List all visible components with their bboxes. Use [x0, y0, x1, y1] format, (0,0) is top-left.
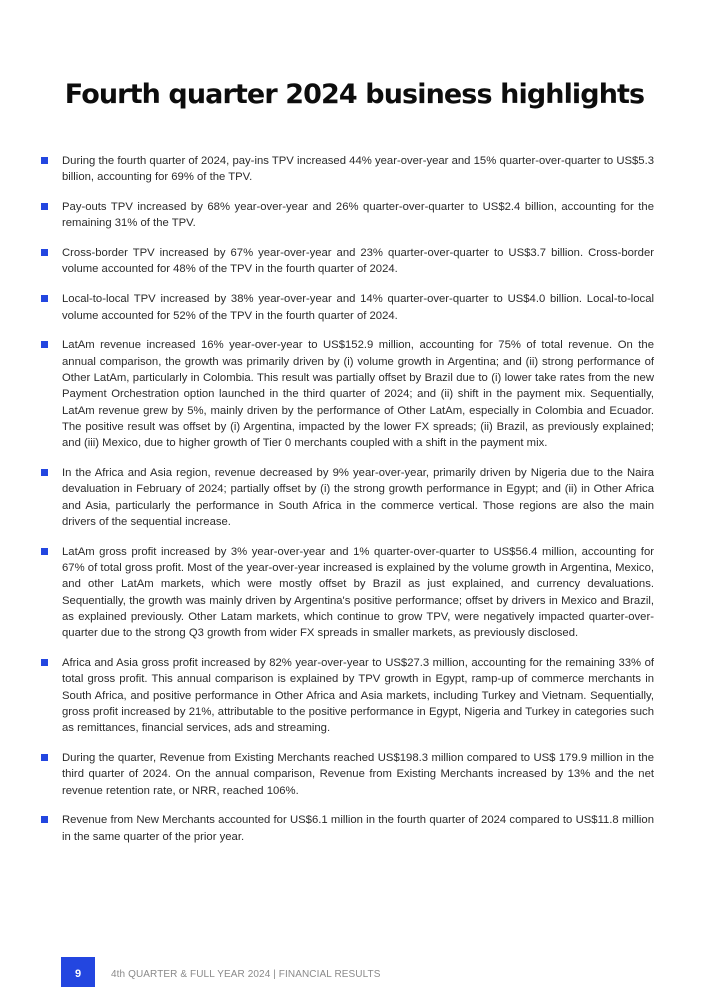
highlight-text: Cross-border TPV increased by 67% year-over-year and 23% quarter-over-quarter to US$3.7 billion. Cross-border volume accounted for 48% of the TPV in the fourth quarter of 2024. [62, 247, 654, 276]
square-bullet-icon [41, 203, 48, 210]
highlights-list [40, 153, 654, 858]
highlight-text: Local-to-local TPV increased by 38% year-over-year and 14% quarter-over-quarter to US$4.0 billion. Local-to-local volume accounted for 52% of the TPV in the fourth quarter of 2024. [62, 293, 654, 322]
highlight-text: During the quarter, Revenue from Existing Merchants reached US$198.3 million compared to US$ 179.9 million in the third quarter of 2024. On the annual comparison, Revenue from Existing Merchants increased by 13% and the net revenue retention rate, or NRR, reached 106%. [62, 751, 654, 797]
highlight-item [40, 812, 654, 845]
highlight-text: Africa and Asia gross profit increased by 82% year-over-year to US$27.3 million, accounting for the remaining 33% of total gross profit. This annual comparison is explained by TPV growth in Egypt, ramp-up of commerce merchants in South Africa, and positive performance in Other Africa and Asia markets, including Turkey and Vietnam. Sequentially, gross profit increased by 21%, attributable to the positive performance in Egypt, Nigeria and Turkey in categories such as remittances, financial services, ads and streaming. [62, 656, 654, 735]
highlight-text: During the fourth quarter of 2024, pay-ins TPV increased 44% year-over-year and 15% quarter-over-quarter to US$5.3 billion, accounting for 69% of the TPV. [62, 155, 654, 184]
highlight-item [40, 199, 654, 232]
highlight-text: In the Africa and Asia region, revenue decreased by 9% year-over-year, primarily driven by Nigeria due to the Naira devaluation in February of 2024; partially offset by (i) the strong growth performance in Egypt; and (ii) in Other Africa and Asia, particularly the performance in South Africa in the commerce vertical. Those regions are also the main drivers of the sequential increase. [62, 466, 654, 528]
square-bullet-icon [41, 295, 48, 302]
highlight-item [40, 291, 654, 324]
square-bullet-icon [41, 548, 48, 555]
highlight-item [40, 245, 654, 278]
square-bullet-icon [41, 754, 48, 761]
highlight-item [40, 153, 654, 186]
highlight-text: LatAm gross profit increased by 3% year-over-year and 1% quarter-over-quarter to US$56.4 million, accounting for 67% of total gross profit. Most of the year-over-year increased is explained by the volume growth in Argentina, Mexico, and other LatAm markets, which were mostly offset by Brazil as just explained, and currency devaluations. Sequentially, the growth was mainly driven by Argentina's positive performance; offset by drivers in Mexico and Brazil, as explained previously. Other Latam markets, which continue to grow TPV, were negatively impacted quarter-over-quarter due to the strong Q3 growth from wider FX spreads in smaller markets, as previously disclosed. [62, 545, 654, 640]
highlight-item [40, 337, 654, 451]
square-bullet-icon [41, 249, 48, 256]
square-bullet-icon [41, 157, 48, 164]
page-number: 9 [61, 957, 95, 987]
square-bullet-icon [41, 341, 48, 348]
highlight-text: LatAm revenue increased 16% year-over-year to US$152.9 million, accounting for 75% of total revenue. On the annual comparison, the growth was primarily driven by (i) volume growth in Argentina; and (ii) strong performance of Other LatAm, particularly in Colombia. This result was partially offset by Brazil due to (i) lower take rates from the new Payment Orchestration option launched in the third quarter of 2024; and (ii) shift in the payment mix. Sequentially, LatAm revenue grew by 5%, mainly driven by the performance of Other LatAm, especially in Colombia and Ecuador. The positive result was offset by (i) Argentina, impacted by the lower FX spreads; (ii) Brazil, as previously explained; and (iii) Mexico, due to higher growth of Tier 0 merchants coupled with a shift in the payment mix. [62, 339, 654, 450]
highlight-text: Revenue from New Merchants accounted for US$6.1 million in the fourth quarter of 2024 compared to US$11.8 million in the same quarter of the prior year. [62, 814, 654, 843]
square-bullet-icon [41, 816, 48, 823]
highlight-item [40, 750, 654, 799]
footer-text: 4th QUARTER & FULL YEAR 2024 | FINANCIAL RESULTS [111, 969, 381, 980]
highlight-text: Pay-outs TPV increased by 68% year-over-year and 26% quarter-over-quarter to US$2.4 billion, accounting for the remaining 31% of the TPV. [62, 201, 654, 230]
square-bullet-icon [41, 659, 48, 666]
highlight-item [40, 465, 654, 530]
page-title: Fourth quarter 2024 business highlights [64, 79, 645, 110]
square-bullet-icon [41, 469, 48, 476]
highlight-item [40, 544, 654, 642]
highlight-item [40, 655, 654, 736]
